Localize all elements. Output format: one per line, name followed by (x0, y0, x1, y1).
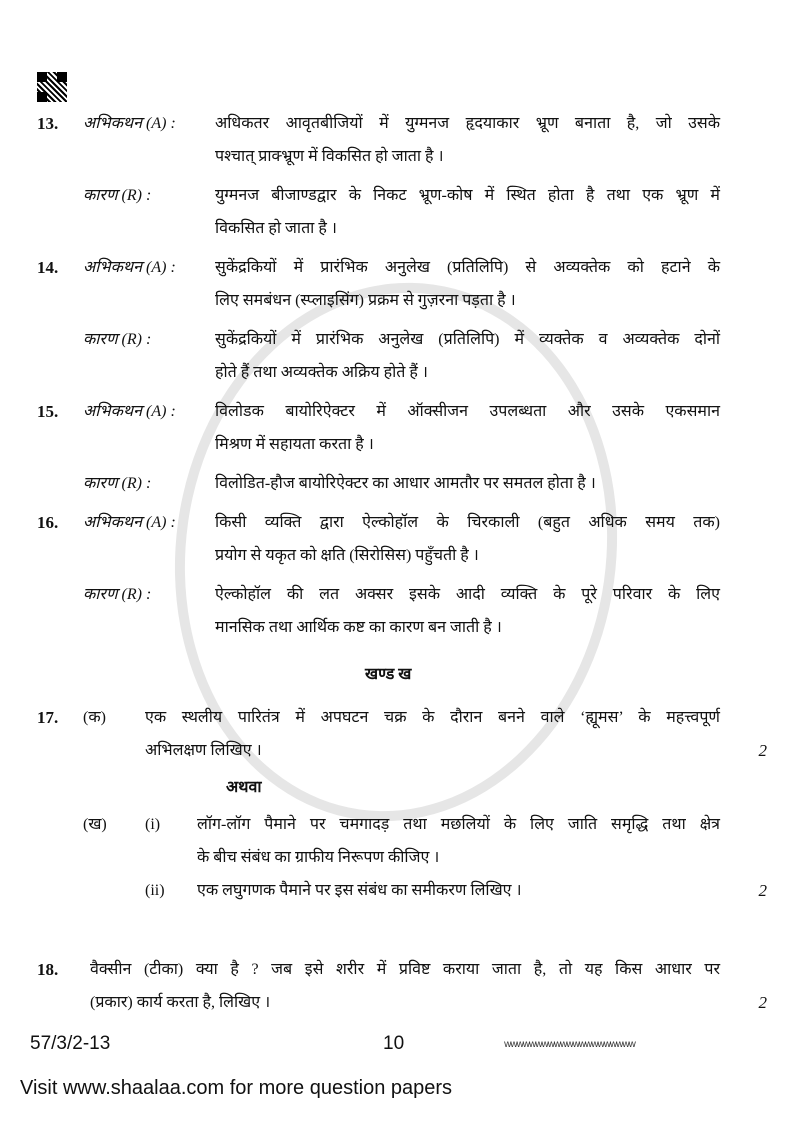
paper-code: 57/3/2-13 (30, 1033, 111, 1054)
assertion-line: सुकेंद्रकियों में प्रारंभिक अनुलेख (प्रतिलिपि) से अव्यक्तेक को हटाने के (215, 259, 720, 276)
visit-link[interactable]: Visit www.shaalaa.com for more question papers (20, 1077, 453, 1099)
q17-b-label: (ख) (83, 816, 107, 833)
question-number: 13. (37, 114, 59, 133)
assertion-label: अभिकथन (A) : (83, 115, 176, 132)
q17-b-marks: 2 (758, 881, 767, 900)
assertion-line: लिए समबंधन (स्प्लाइसिंग) प्रक्रम से गुज़रना पड़ता है । (215, 292, 516, 309)
q17-a-marks: 2 (758, 741, 767, 760)
q18-row (37, 953, 767, 1019)
assertion-text (215, 107, 720, 173)
assertion-text (215, 395, 720, 461)
question-number: 16. (37, 513, 59, 532)
reason-line: सुकेंद्रकियों में प्रारंभिक अनुलेख (प्रतिलिपि) में व्यक्तेक व अव्यक्तेक दोनों (215, 331, 720, 348)
assertion-line: विलोडक बायोरिऐक्टर में ऑक्सीजन उपलब्धता और उसके एकसमान (215, 403, 720, 420)
assertion-line: पश्चात् प्राक्भ्रूण में विकसित हो जाता है । (215, 148, 444, 165)
q17-a-label: (क) (83, 709, 106, 726)
q17-a-text (145, 701, 720, 767)
assertion-label: अभिकथन (A) : (83, 403, 176, 420)
assertion-label: अभिकथन (A) : (83, 259, 176, 276)
footer (30, 1033, 767, 1055)
assertion-text (215, 251, 720, 317)
q17-a-row (37, 701, 767, 767)
reason-row (37, 467, 767, 500)
assertion-row (37, 395, 767, 461)
q17-number: 17. (37, 708, 59, 727)
q17-b-i-text (197, 808, 720, 874)
reason-row (37, 323, 767, 389)
q17-b-i-row (37, 808, 767, 874)
assertion-line: अधिकतर आवृतबीजियों में युग्मनज हृदयाकार भ्रूण बनाता है, जो उसके (215, 115, 720, 132)
section-title: खण्ड ख (365, 666, 412, 683)
assertion-line: प्रयोग से यकृत को क्षति (सिरोसिस) पहुँचती है । (215, 547, 479, 564)
q17-b-i-label: (i) (145, 816, 161, 833)
or-label: अथवा (226, 779, 262, 796)
q18-marks: 2 (758, 993, 767, 1012)
reason-text (215, 323, 720, 389)
question-number: 15. (37, 402, 59, 421)
reason-line: ऐल्कोहॉल की लत अक्सर इसके आदी व्यक्ति के पूरे परिवार के लिए (215, 586, 720, 603)
q17-a-line: एक स्थलीय पारितंत्र में अपघटन चक्र के दौरान बनने वाले ‘ह्यूमस’ के महत्त्वपूर्ण (145, 709, 720, 726)
q17-b-ii-line: एक लघुगणक पैमाने पर इस संबंध का समीकरण लिखिए । (197, 882, 522, 899)
question-number: 14. (37, 258, 59, 277)
reason-text (215, 179, 720, 245)
assertion-row (37, 251, 767, 317)
assertion-line: मिश्रण में सहायता करता है । (215, 436, 374, 453)
assertion-row (37, 506, 767, 572)
q17-b-ii-row (37, 874, 767, 907)
reason-line: विकसित हो जाता है । (215, 220, 337, 237)
reason-line: विलोडित-हौज बायोरिऐक्टर का आधार आमतौर पर समतल होता है । (215, 475, 596, 492)
assertion-row (37, 107, 767, 173)
q17-b-ii-label: (ii) (145, 882, 165, 899)
assertion-reason-questions (37, 107, 767, 644)
q17-b-i-line: लॉग-लॉग पैमाने पर चमगादड़ तथा मछलियों के लिए जाति समृद्धि तथा क्षेत्र (197, 816, 720, 833)
reason-row (37, 179, 767, 245)
q18-number: 18. (37, 960, 59, 979)
assertion-text (215, 506, 720, 572)
q17-b-i-line: के बीच संबंध का ग्राफीय निरूपण कीजिए । (197, 849, 440, 866)
q18-line: (प्रकार) कार्य करता है, लिखिए । (90, 994, 271, 1011)
reason-label: कारण (R) : (83, 586, 152, 603)
reason-label: कारण (R) : (83, 331, 152, 348)
q18-text (90, 953, 720, 1019)
q17-a-line: अभिलक्षण लिखिए । (145, 742, 262, 759)
reason-line: युग्मनज बीजाण्डद्वार के निकट भ्रूण-कोष में स्थित होता है तथा एक भ्रूण में (215, 187, 720, 204)
reason-line: होते हैं तथा अव्यक्तेक अक्रिय होते हैं । (215, 364, 428, 381)
squiggle-line: wwwwwwwwwwwwwwwwwwwww (504, 1038, 635, 1050)
reason-row (37, 578, 767, 644)
reason-text (215, 578, 720, 644)
reason-line: मानसिक तथा आर्थिक कष्ट का कारण बन जाती है । (215, 619, 502, 636)
assertion-line: किसी व्यक्ति द्वारा ऐल्कोहॉल के चिरकाली (बहुत अधिक समय तक) (215, 514, 720, 531)
reason-label: कारण (R) : (83, 475, 152, 492)
reason-label: कारण (R) : (83, 187, 152, 204)
reason-text (215, 467, 720, 500)
q18-line: वैक्सीन (टीका) क्या है ? जब इसे शरीर में प्रविष्ट कराया जाता है, तो यह किस आधार पर (90, 961, 720, 978)
assertion-label: अभिकथन (A) : (83, 514, 176, 531)
page-number: 10 (383, 1033, 405, 1054)
